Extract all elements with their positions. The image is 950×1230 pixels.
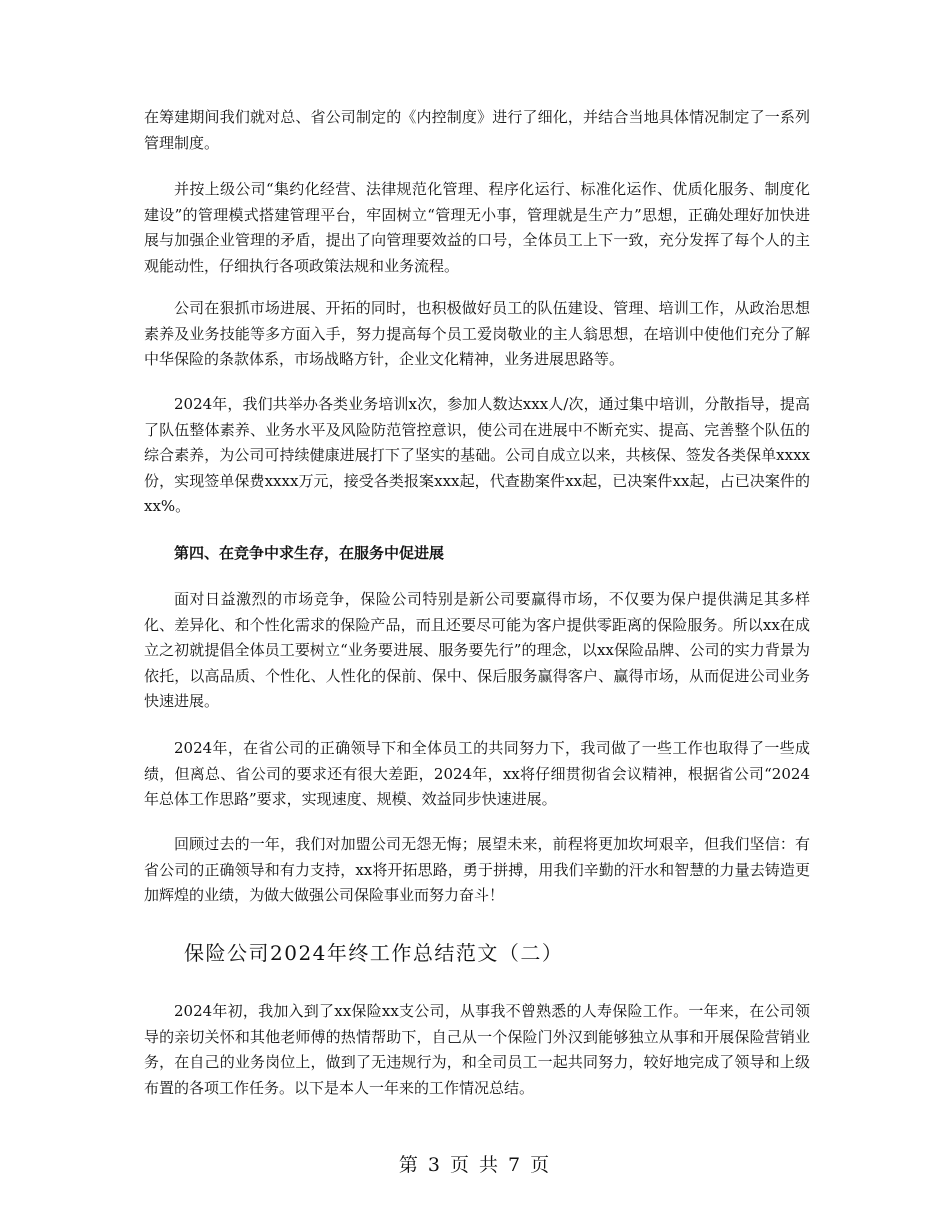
page-number-footer: 第 3 页 共 7 页 [398, 1154, 552, 1176]
paragraph-self-summary: 2024年初，我加入到了xx保险xx支公司，从事我不曾熟悉的人寿保险工作。一年来，在公司领导的亲切关怀和其他老师傅的热情帮助下，自己从一个保险门外汉到能够独立从事和开展保险营销业务，在自己的业务岗位上，做到了无违规行为，和全司员工一起共同努力，较好地完成了领导和上级布置的各项工作任务。以下是本人一年来的工作情况总结。 [144, 1002, 810, 1097]
paragraph-achievements: 2024年，在省公司的正确领导下和全体员工的共同努力下，我司做了一些工作也取得了一些成绩，但离总、省公司的要求还有很大差距，2024年，xx将仔细贯彻省会议精神，根据省公司“2024年总体工作思路”要求，实现速度、规模、效益同步快速进展。 [144, 739, 810, 808]
paragraph-management-mode: 并按上级公司“集约化经营、法律规范化管理、程序化运行、标准化运作、优质化服务、制度化建设”的管理模式搭建管理平台，牢固树立“管理无小事，管理就是生产力”思想，正确处理好加快进展与加强企业管理的矛盾，提出了向管理要效益的口号，全体员工上下一致，充分发挥了每个人的主观能动性，仔细执行各项政策法规和业务流程。 [144, 180, 810, 275]
paragraph-team-building: 公司在狠抓市场进展、开拓的同时，也积极做好员工的队伍建设、管理、培训工作，从政治思想素养及业务技能等多方面入手，努力提高每个员工爱岗敬业的主人翁思想，在培训中使他们充分了解中华保险的条款体系，市场战略方针，企业文化精神，业务进展思路等。 [144, 299, 810, 368]
section-heading-fourth: 第四、在竞争中求生存，在服务中促进展 [174, 544, 445, 562]
paragraph-market-competition: 面对日益激烈的市场竞争，保险公司特别是新公司要赢得市场，不仅要为保户提供满足其多样化、差异化、和个性化需求的保险产品，而且还要尽可能为客户提供零距离的保险服务。所以xx在成立之初就提倡全体员工要树立“业务要进展、服务要先行”的理念，以xx保险品牌、公司的实力背景为依托，以高品质、个性化、人性化的保前、保中、保后服务赢得客户、赢得市场，从而促进公司业务快速进展。 [144, 590, 810, 710]
paragraph-outlook: 回顾过去的一年，我们对加盟公司无怨无悔；展望未来，前程将更加坎坷艰辛，但我们坚信：有省公司的正确领导和有力支持，xx将开拓思路，勇于拼搏，用我们辛勤的汗水和智慧的力量去铸造更加辉煌的业绩，为做大做强公司保险事业而努力奋斗！ [144, 835, 810, 904]
paragraph-training-stats: 2024年，我们共举办各类业务培训x次，参加人数达xxx人/次，通过集中培训，分散指导，提高了队伍整体素养、业务水平及风险防范管控意识，使公司在进展中不断充实、提高、完善整个队伍的综合素养，为公司可持续健康进展打下了坚实的基础。公司自成立以来，共核保、签发各类保单xxxx份，实现签单保费xxxx万元，接受各类报案xxx起，代查勘案件xx起，已决案件xx起，占已决案件的xx%。 [144, 395, 810, 515]
section-title-part-two: 保险公司2024年终工作总结范文（二） [184, 941, 564, 965]
paragraph-internal-control: 在筹建期间我们就对总、省公司制定的《内控制度》进行了细化，并结合当地具体情况制定了一系列管理制度。 [144, 108, 810, 152]
